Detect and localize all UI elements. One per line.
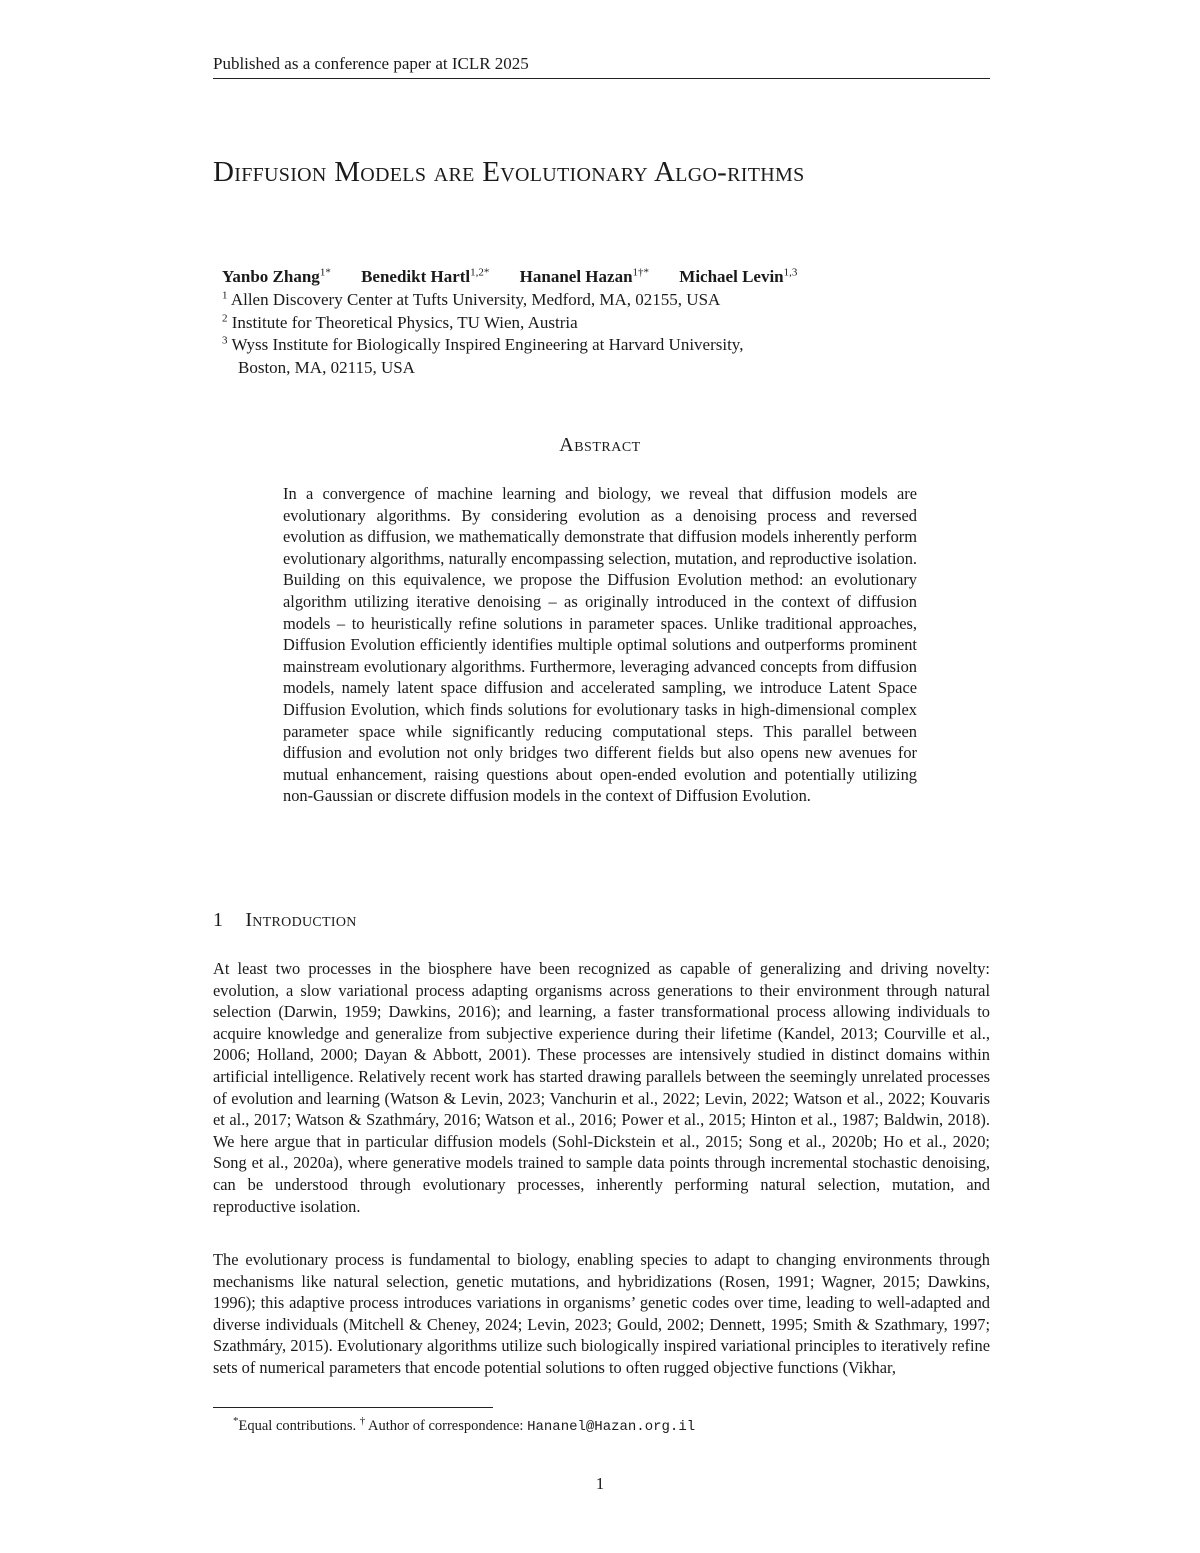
footnote-mark-equal: * <box>233 1415 239 1428</box>
abstract-heading: Abstract <box>559 434 641 456</box>
affiliation-text: Wyss Institute for Biologically Inspired Engineering at Harvard University, <box>231 335 744 354</box>
author-marks: 1* <box>319 266 331 279</box>
affiliation-text: Institute for Theoretical Physics, TU Wien, Austria <box>231 312 578 332</box>
affiliation <box>222 289 743 312</box>
abstract-body: In a convergence of machine learning and biology, we reveal that diffusion models are evolutionary algorithms. By considering evolution as a denoising process and reversed evolution as diffusion, we mathematically demonstrate that diffusion models inherently perform evolutionary algorithms, naturally encompassing selection, mutation, and reproductive isolation. Building on this equivalence, we propose the Diffusion Evolution method: an evolutionary algorithm utilizing iterative denoising – as originally introduced in the context of diffusion models – to heuristically refine solutions in parameter spaces. Unlike traditional approaches, Diffusion Evolution efficiently identifies multiple optimal solutions and outperforms prominent mainstream evolutionary algorithms. Furthermore, leveraging advanced concepts from diffusion models, namely latent space diffusion and accelerated sampling, we introduce Latent Space Diffusion Evolution, which finds solutions for evolutionary tasks in high-dimensional complex parameter space while significantly reducing computational steps. This parallel between diffusion and evolution not only bridges two different fields but also opens new avenues for mutual enhancement, raising questions about open-ended evolution and potentially utilizing non-Gaussian or discrete diffusion models in the context of Diffusion Evolution. <box>283 484 917 806</box>
section-heading <box>213 909 357 932</box>
author-name: Michael Levin <box>679 267 784 286</box>
section-number: 1 <box>213 909 224 931</box>
author <box>361 267 489 286</box>
affiliation-number: 2 <box>222 311 228 324</box>
author-name: Yanbo Zhang <box>222 267 320 286</box>
paper-title: Diffusion Models are Evolutionary Algo-rithms <box>213 156 805 188</box>
author <box>520 267 649 286</box>
author-list <box>222 266 823 288</box>
affiliation <box>222 334 743 357</box>
author <box>679 267 797 286</box>
footnote-mark-correspondence: † <box>359 1415 366 1428</box>
affiliation-text: Allen Discovery Center at Tufts University, Medford, MA, 02155, USA <box>230 290 721 309</box>
body-paragraph: At least two processes in the biosphere have been recognized as capable of generalizing and driving novelty: evolution, a slow variational process adapting organisms across generations to their environment through natural selection (Darwin, 1959; Dawkins, 2016); and learning, a faster transformational process allowing individuals to acquire knowledge and generalize from subjective experience during their lifetime (Kandel, 2013; Courville et al., 2006; Holland, 2000; Dayan & Abbott, 2001). These processes are intensively studied in distinct domains within artificial intelligence. Relatively recent work has started drawing parallels between the seemingly unrelated processes of evolution and learning (Watson & Levin, 2023; Vanchurin et al., 2022; Levin, 2022; Watson et al., 2022; Kouvaris et al., 2017; Watson & Szathmáry, 2016; Watson et al., 2016; Power et al., 2015; Hinton et al., 1987; Baldwin, 2018). We here argue that in particular diffusion models (Sohl-Dickstein et al., 2015; Song et al., 2020b; Ho et al., 2020; Song et al., 2020a), where generative models trained to sample data points through incremental stochastic denoising, can be understood through evolutionary processes, inherently performing natural selection, mutation, and reproductive isolation. <box>213 959 990 1216</box>
author <box>222 267 331 286</box>
author-marks: 1,3 <box>783 266 798 279</box>
page-number: 1 <box>595 1474 605 1493</box>
footnote-correspondence-text: Author of correspondence: <box>368 1418 524 1434</box>
author-name: Hananel Hazan <box>519 267 633 286</box>
affiliation-number: 3 <box>222 334 228 347</box>
affiliation <box>222 312 743 335</box>
section-title: Introduction <box>245 909 357 931</box>
author-marks: 1†* <box>632 266 650 279</box>
footnote-equal-text: Equal contributions. <box>238 1418 357 1434</box>
running-header: Published as a conference paper at ICLR 2025 <box>213 53 990 79</box>
affiliation-number: 1 <box>222 289 228 302</box>
affiliation-continuation: Boston, MA, 02115, USA <box>238 357 415 377</box>
affiliation-list <box>222 289 743 379</box>
body-paragraph: The evolutionary process is fundamental to biology, enabling species to adapt to changing environments through mechanisms like natural selection, genetic mutations, and hybridizations (Rosen, 1991; Wagner, 2015; Dawkins, 1996); this adaptive process introduces variations in organisms’ genetic codes over time, leading to well-adapted and diverse individuals (Mitchell & Cheney, 2024; Levin, 2023; Gould, 2002; Dennett, 1995; Smith & Szathmary, 1997; Szathmáry, 2015). Evolutionary algorithms utilize such biologically inspired variational principles to iteratively refine sets of numerical parameters that encode potential solutions to often rugged objective functions (Vikhar, <box>213 1250 990 1377</box>
author-marks: 1,2* <box>470 266 490 279</box>
correspondence-email[interactable]: Hananel@Hazan.org.il <box>527 1419 696 1435</box>
author-name: Benedikt Hartl <box>361 267 471 286</box>
footnote-divider <box>213 1407 493 1408</box>
footnote <box>233 1416 695 1437</box>
